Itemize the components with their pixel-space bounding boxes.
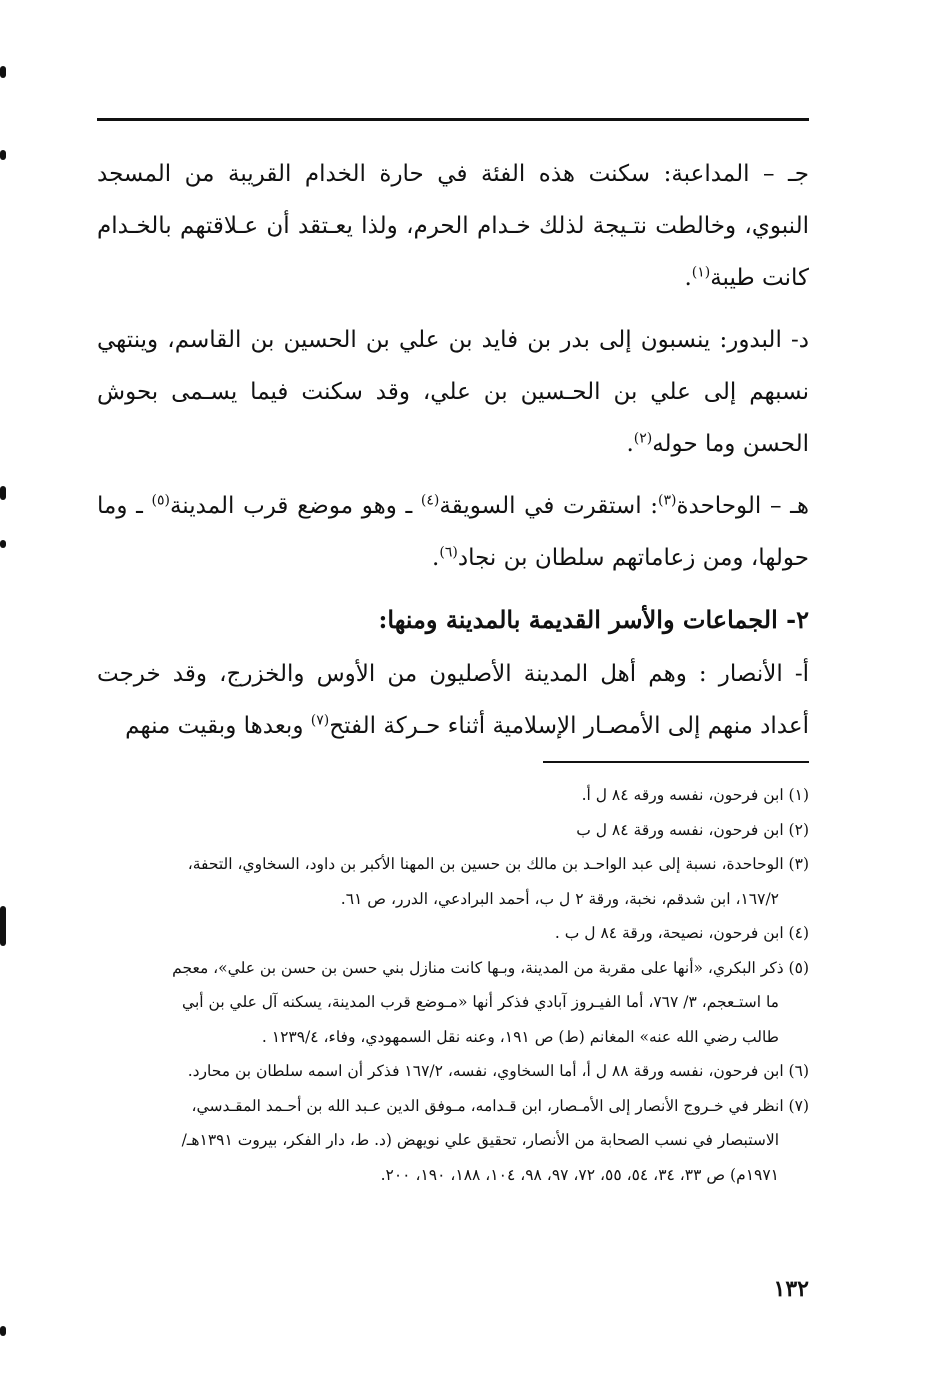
paragraph-budur: د- البدور: ينسبون إلى بدر بن فايد بن علي بن الحسين بن القاسم، وينتهي نسبهم إلى علي بن الحـسين بن علي، وقد سكنت فيما يسـمى بحوش الحسن وما حوله$^{(٢)}$. — [97, 327, 809, 457]
footnote-2: (٢) ابن فرحون، نفسه ورقة ٨٤ ل ب — [576, 820, 809, 839]
footnote-4: (٤) ابن فرحون، نصيحة، ورقة ٨٤ ل ب . — [554, 924, 809, 942]
footnote-ref: (٥) — [151, 492, 170, 509]
scan-edge-mark — [0, 150, 6, 160]
scan-edge-mark — [0, 906, 6, 946]
footnote-ref: (٧) — [310, 712, 330, 729]
section-heading: ٢- الجماعات والأسر القديمة بالمدينة ومنها: — [378, 605, 809, 634]
main-text — [97, 148, 809, 762]
scan-edge-mark — [0, 486, 6, 500]
page-number: ١٣٢ — [773, 1276, 809, 1302]
footnote-5: (٥) ذكر البكري، «أنها على مقربة من المدينة، وبـها كانت منازل بني حسن بن حسن بن علي»، معجم ما استـعجم، ٣/ ٧٦٧، أما الفيـروز آبادي فذكر أنها «مـوضع قرب المدينة، يسكنه آل علي بن أبي طالب رضي الله عنه» المغانم (ط) ص ١٩١، وعنه نقل السمهودي، وفاء، ١٢٣٩/٤ . — [172, 958, 809, 1046]
paragraph-madaiba: جـ – المداعبة: سكنت هذه الفئة في حارة الخدام القريبة من المسجد النبوي، وخالطت نتـيجة لذلك خـدام الحرم، ولذا يعـتقد أن عـلاقتهم بالخـدام كانت طيبة$^{(١)}$. — [97, 161, 809, 291]
paragraph-wahahida: هـ – الوحاحدة$^{(٣)}$: استقرت في السويقة$^{(٤)}$ ـ وهو موضع قرب المدينة$^{(٥)}$ ـ وما حولها، ومن زعاماتهم سلطان بن نجاد$^{(٦)}$. — [97, 492, 810, 571]
footnote-ref: (٢) — [633, 430, 653, 447]
footnote-3: (٣) الوحاحدة، نسبة إلى عبد الواحـد بن مالك بن حسين بن المهنا الأكبر بن داود، السخاوي، التحفة، ١٦٧/٢، ابن شدقم، نخبة، ورقة ٢ ل ب، أحمد البرادعي، الدرر، ص ٦١. — [187, 855, 809, 908]
paragraph-ansar: أ- الأنصار : وهم أهل المدينة الأصليون من الأوس والخزرج، وقد خرجت أعداد منهم إلى الأمصـار الإسلامية أثناء حـركة الفتح$^{(٧)}$ وبعدها وبقيت منهم — [97, 661, 809, 739]
footnote-ref: (٤) — [420, 492, 440, 509]
header-rule — [97, 118, 809, 121]
footnote-ref: (١) — [691, 264, 711, 281]
footnote-7: (٧) انظر في خـروج الأنصار إلى الأمـصار، ابن قـدامه، مـوفق الدين عـبد الله بن أحـمد المقـدسي، الاستبصار في نسب الصحابة من الأنصار، تحقيق علي نويهض (د. ط، دار الفكر، بيروت ١٣٩١هـ/ ١٩٧١م) ص ٣٣، ٣٤، ٥٤، ٥٥، ٧٢، ٩٧، ٩٨، ١٠٤، ١٨٨، ١٩٠، ٢٠٠. — [181, 1096, 809, 1184]
scan-edge-mark — [0, 66, 6, 78]
footnote-separator — [543, 761, 809, 763]
scan-edge-mark — [0, 1326, 6, 1336]
footnote-6: (٦) ابن فرحون، نفسه ورقة ٨٨ ل أ، أما السخاوي، نفسه، ١٦٧/٢ فذكر أن اسمه سلطان بن محارد. — [187, 1062, 809, 1080]
scan-edge-mark — [0, 540, 6, 548]
footnote-ref: (٦) — [439, 544, 458, 561]
footnote-ref: (٣) — [658, 492, 677, 509]
footnotes — [97, 778, 809, 1192]
footnote-1: (١) ابن فرحون، نفسه ورقه ٨٤ ل أ. — [581, 786, 809, 804]
